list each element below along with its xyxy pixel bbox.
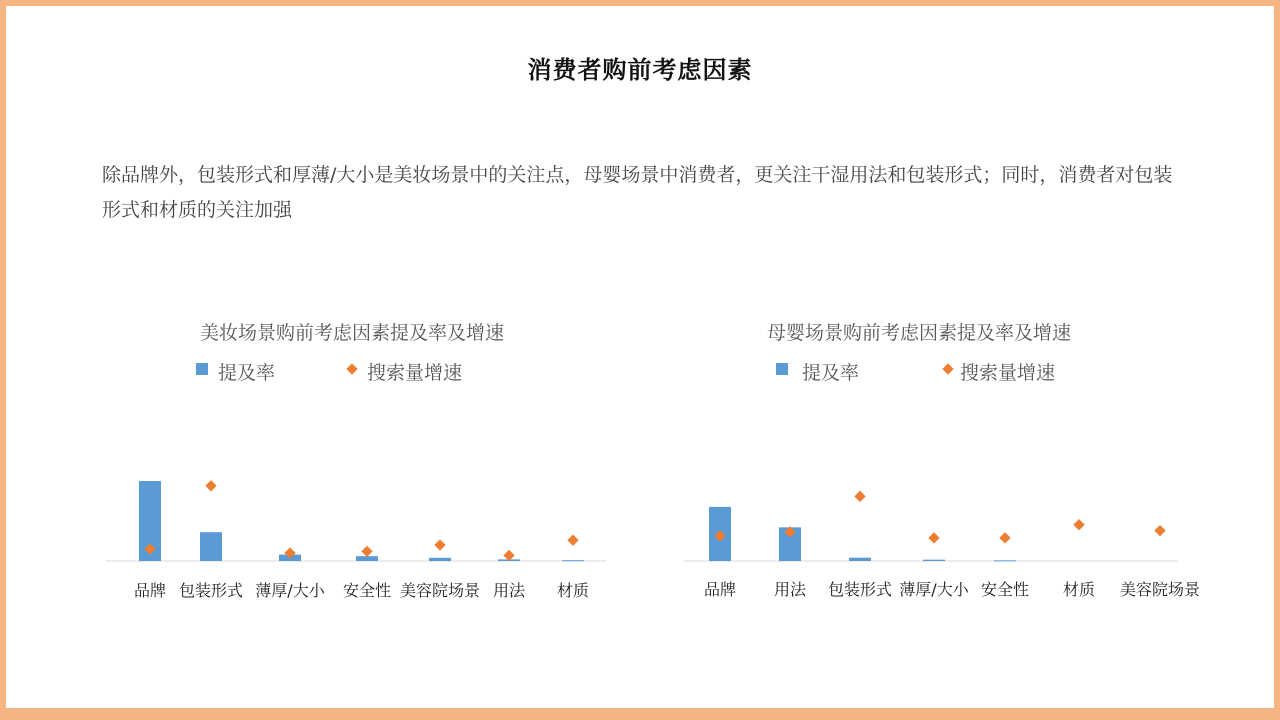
diamond-point <box>854 491 865 502</box>
chart-title: 美妆场景购前考虑因素提及率及增速 <box>199 322 504 344</box>
chart-title: 母婴场景购前考虑因素提及率及增速 <box>766 322 1071 344</box>
legend-label: 搜索量增速 <box>367 362 463 384</box>
bar-mark <box>562 560 584 561</box>
diamond-point <box>434 539 445 550</box>
x-tick-label: 材质 <box>1062 580 1096 599</box>
bar-mark <box>923 560 945 561</box>
diamond-point <box>205 480 216 491</box>
x-tick-label: 安全性 <box>980 580 1030 599</box>
page-title: 消费者购前考虑因素 <box>527 56 753 84</box>
chart-mother-baby <box>674 318 1204 618</box>
diamond-point <box>928 532 939 543</box>
bar-mark <box>429 558 451 561</box>
x-tick-label: 美容院场景 <box>399 581 481 600</box>
x-tick-label: 安全性 <box>342 581 392 600</box>
x-tick-label: 品牌 <box>133 581 167 600</box>
bar-mark <box>994 560 1016 561</box>
chart-beauty <box>102 318 602 618</box>
x-tick-label: 美容院场景 <box>1119 580 1201 599</box>
diamond-point <box>503 550 514 561</box>
x-tick-label: 品牌 <box>703 580 737 599</box>
chart-plot <box>674 318 1204 618</box>
x-tick-label: 用法 <box>492 581 526 600</box>
chart-plot <box>102 318 602 618</box>
page-description: 除品牌外，包装形式和厚薄/大小是美妆场景中的关注点，母婴场景中消费者，更关注干湿用法和包装形式；同时，消费者对包装形式和材质的关注加强 <box>102 164 1173 221</box>
bar-mark <box>849 558 871 561</box>
x-tick-label: 薄厚/大小 <box>255 581 325 600</box>
legend-label: 搜索量增速 <box>960 362 1056 384</box>
x-tick-label: 材质 <box>556 581 590 600</box>
diamond-point <box>567 535 578 546</box>
x-tick-label: 包装形式 <box>178 581 244 600</box>
diamond-point <box>361 546 372 557</box>
slide <box>6 6 1274 708</box>
legend-label: 提及率 <box>802 362 860 384</box>
diamond-point <box>999 532 1010 543</box>
bar-mark <box>200 532 222 561</box>
diamond-point <box>1073 519 1084 530</box>
legend-label: 提及率 <box>218 362 276 384</box>
diamond-point <box>1154 525 1165 536</box>
x-tick-label: 包装形式 <box>827 580 893 599</box>
x-tick-label: 用法 <box>773 580 807 599</box>
x-tick-label: 薄厚/大小 <box>899 580 969 599</box>
